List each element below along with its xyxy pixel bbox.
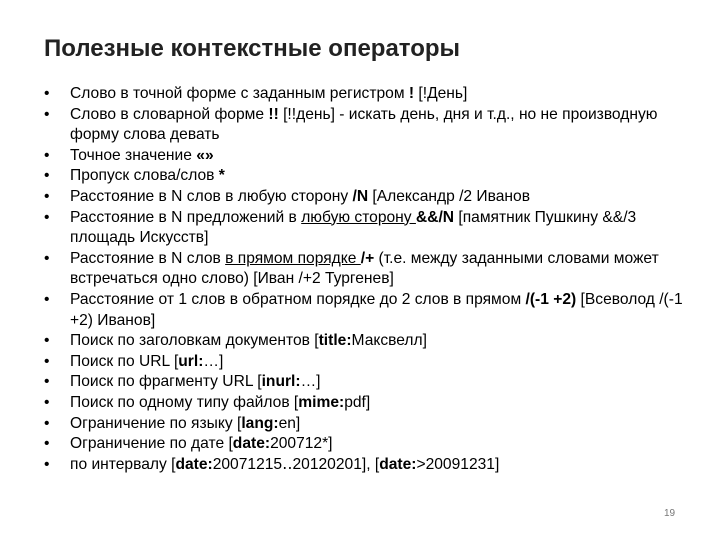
item-text: Расстояние в N предложений в (70, 208, 302, 226)
list-item (40, 166, 685, 187)
operator-text: title: (318, 332, 352, 350)
item-text: Пропуск слова/слов (70, 167, 219, 185)
operator-text: ! (408, 85, 415, 102)
item-text: по интервалу [ (70, 455, 176, 473)
list-item (40, 290, 685, 331)
operator-text: * (218, 167, 225, 185)
operator-text: &&/N (415, 208, 455, 226)
operator-text: inurl: (261, 373, 301, 391)
operator-text: «» (196, 146, 214, 164)
operator-text: url: (178, 352, 204, 370)
operator-text: !! (268, 105, 279, 123)
list-item (40, 105, 685, 146)
item-example: [!!день] - искать день, дня и т.д., но не производную форму слова девать (70, 105, 658, 144)
item-example: [Всеволод /(-1 +2) Иванов] (70, 290, 683, 329)
item-text: Расстояние в N слов в любую сторону (70, 187, 353, 205)
item-example: [!День] (414, 85, 468, 102)
item-text: Расстояние от 1 слов в обратном порядке до 2 слов в прямом (70, 290, 526, 308)
list-item (40, 434, 685, 455)
operator-text: date: (232, 435, 271, 453)
list-item (40, 146, 685, 167)
list-item (40, 393, 685, 414)
item-example: 20071215‥20120201], [ (212, 455, 380, 473)
list-item (40, 187, 685, 208)
item-example: (т.е. между заданными словами может встречаться одно слово) [Иван /+2 Тургенев] (70, 249, 659, 288)
operator-text: mime: (298, 393, 345, 411)
item-example: [памятник Пушкину &&/3 площадь Искусств] (70, 208, 637, 247)
item-text: Ограничение по языку [ (70, 414, 242, 432)
list-item (40, 414, 685, 435)
operator-text: /N (352, 187, 369, 205)
item-text: Слово в словарной форме (70, 105, 269, 123)
item-example: …] (300, 373, 321, 391)
underlined-text: в прямом порядке (225, 249, 361, 267)
slide-title: Полезные контекстные операторы (44, 35, 461, 62)
item-example: Максвелл] (351, 332, 427, 350)
item-text: Поиск по одному типу файлов [ (70, 393, 299, 411)
item-text: Точное значение (70, 146, 197, 164)
list-item (40, 331, 685, 352)
underlined-text: любую сторону (301, 208, 416, 226)
page-number: 19 (664, 508, 676, 519)
item-example: [Александр /2 Иванов (368, 187, 530, 205)
list-item (40, 84, 685, 105)
item-example: …] (203, 352, 224, 370)
operator-text: date: (379, 455, 417, 473)
item-text: Ограничение по дате [ (70, 435, 233, 453)
item-example: pdf] (344, 393, 371, 411)
item-example: >20091231] (416, 455, 500, 473)
item-text: Поиск по URL [ (70, 352, 179, 370)
item-text: Поиск по заголовкам документов [ (70, 332, 319, 350)
operators-list (40, 84, 685, 475)
item-text: Расстояние в N слов (70, 249, 226, 267)
list-item (40, 352, 685, 373)
operator-text: /(-1 +2) (525, 290, 577, 308)
item-example: en] (278, 414, 301, 432)
operator-text: lang: (241, 414, 279, 432)
list-item (40, 455, 685, 476)
operator-text: date: (175, 455, 213, 473)
list-item (40, 372, 685, 393)
item-text: Поиск по фрагменту URL [ (70, 373, 262, 391)
item-text: Слово в точной форме с заданным регистром (70, 85, 409, 102)
list-item (40, 208, 685, 249)
item-example: 200712*] (270, 435, 333, 453)
operator-text: /+ (360, 249, 375, 267)
list-item (40, 249, 685, 290)
